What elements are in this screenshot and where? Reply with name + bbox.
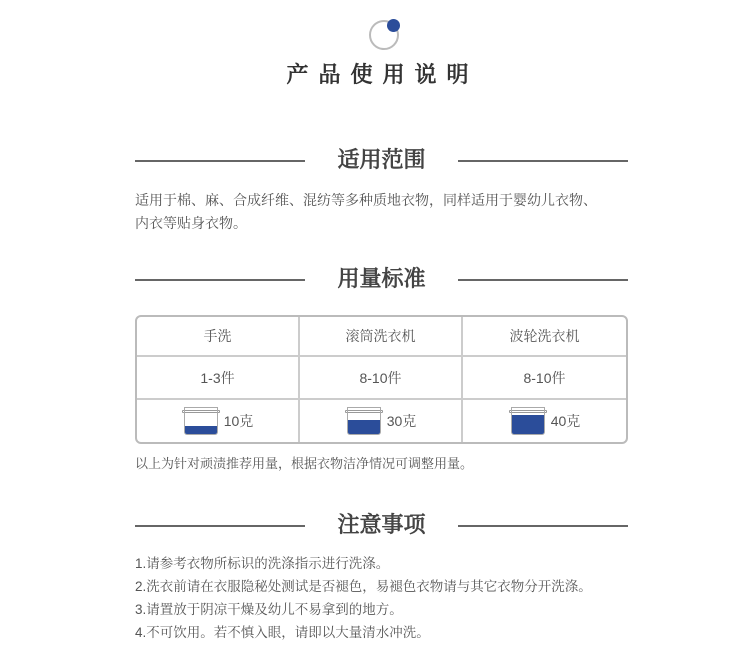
scope-line: 适用于棉、麻、合成纤维、混纺等多种质地衣物，同样适用于婴幼儿衣物、 — [135, 192, 597, 208]
dosage-note: 以上为针对顽渍推荐用量，根据衣物洁净情况可调整用量。 — [135, 456, 474, 471]
cup-fill-level — [185, 426, 217, 434]
notes-list — [135, 552, 635, 644]
section-title: 注意事项 — [337, 512, 426, 537]
dosage-table — [135, 315, 628, 444]
section-header-notes — [135, 510, 628, 540]
section-header-dosage — [135, 264, 628, 294]
section-title: 适用范围 — [337, 147, 426, 172]
amount-cell — [300, 400, 463, 442]
table-row — [137, 357, 626, 400]
measuring-cup-icon — [345, 407, 383, 435]
cup-fill-level — [512, 415, 544, 434]
amount-cell — [463, 400, 626, 442]
pieces-cell: 8-10件 — [300, 357, 463, 400]
method-cell: 手洗 — [137, 317, 300, 357]
logo-dot-icon — [387, 19, 400, 32]
table-row — [137, 400, 626, 442]
measuring-cup-icon — [509, 407, 547, 435]
amount-label: 10克 — [223, 413, 254, 429]
cup-fill-level — [348, 420, 380, 434]
amount-cell — [137, 400, 300, 442]
scope-line: 内衣等贴身衣物。 — [135, 215, 247, 231]
method-cell: 波轮洗衣机 — [463, 317, 626, 357]
page-title: 产品使用说明 — [286, 62, 479, 87]
list-item: 4.不可饮用。若不慎入眼，请即以大量清水冲洗。 — [135, 625, 430, 640]
pieces-cell: 1-3件 — [137, 357, 300, 400]
section-title: 用量标准 — [337, 266, 426, 291]
method-cell: 滚筒洗衣机 — [300, 317, 463, 357]
measuring-cup-icon — [182, 407, 220, 435]
amount-label: 40克 — [550, 413, 581, 429]
section-header-scope — [135, 145, 628, 175]
list-item: 3.请置放于阴凉干燥及幼儿不易拿到的地方。 — [135, 602, 403, 617]
list-item: 2.洗衣前请在衣服隐秘处测试是否褪色，易褪色衣物请与其它衣物分开洗涤。 — [135, 579, 592, 594]
pieces-cell: 8-10件 — [463, 357, 626, 400]
amount-label: 30克 — [386, 413, 417, 429]
list-item: 1.请参考衣物所标识的洗涤指示进行洗涤。 — [135, 556, 390, 571]
table-row — [137, 317, 626, 357]
scope-text — [135, 189, 635, 235]
